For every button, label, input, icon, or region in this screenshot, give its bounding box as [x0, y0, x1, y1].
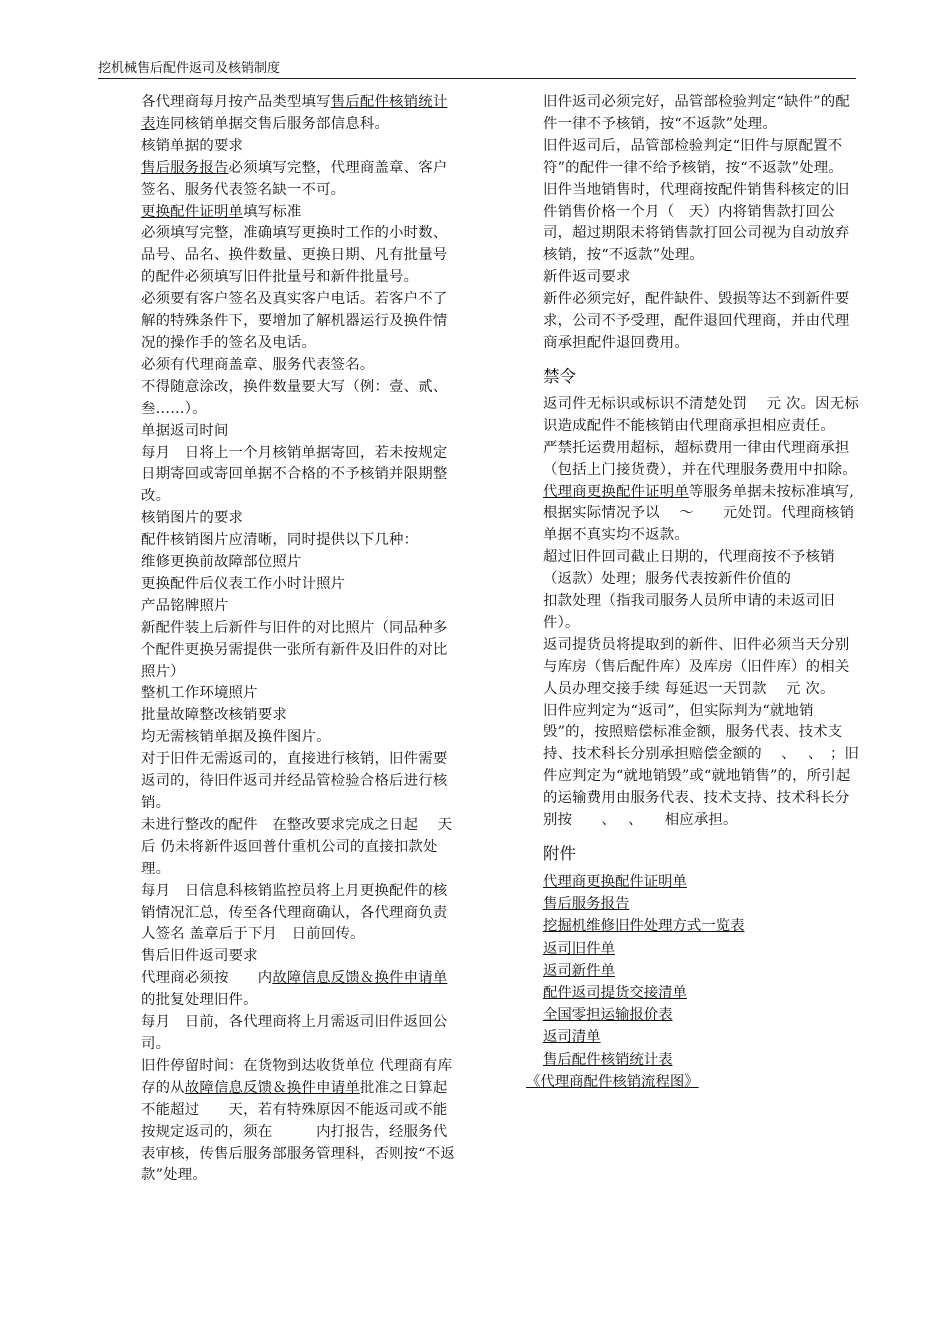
attachment-item: 返司新件单: [543, 962, 615, 979]
paragraph-text: 必须有代理商盖章、服务代表签名。: [141, 356, 375, 373]
page-header: [98, 60, 856, 79]
attachment-item: 代理商更换配件证明单: [543, 874, 687, 890]
left-column-paragraph: [141, 618, 461, 684]
paragraph-text: 维修更换前故障部位照片: [141, 554, 302, 571]
right-column-paragraph: [543, 136, 861, 180]
paragraph-text: 代理商必须按 内: [141, 970, 273, 987]
left-column-paragraph: [141, 158, 461, 202]
paragraph-text: 各代理商每月按产品类型填写: [141, 94, 331, 110]
attachment-item: 售后配件核销统计表: [543, 1051, 673, 1068]
right-column-paragraph: [543, 289, 861, 355]
prohibition-heading: 禁令: [543, 366, 576, 386]
attachment-item: 《代理商配件核销流程图》: [526, 1073, 699, 1090]
right-column-body: [543, 92, 861, 355]
left-column-paragraph: [141, 443, 461, 509]
left-column-paragraph: [141, 289, 461, 355]
paragraph-text: 均无需核销单据及换件图片。: [141, 729, 331, 746]
left-column-paragraph: [141, 1056, 461, 1187]
left-column-paragraph: [141, 530, 461, 552]
left-column-paragraph: [141, 683, 461, 705]
prohibition-paragraph: [543, 482, 861, 548]
right-column-paragraph: [543, 92, 861, 136]
paragraph-text: 不得随意涂改，换件数量要大写（例：壹、贰、叁……）。: [141, 378, 448, 417]
left-column-paragraph: [141, 136, 461, 158]
left-column-paragraph: [141, 574, 461, 596]
paragraph-text: 旧件返司必须完好，品管部检验判定“缺件”的配件一律不予核销，按“不返款”处理。: [543, 94, 850, 132]
prohibition-paragraph: [543, 394, 861, 438]
paragraph-text: 填写标准: [243, 203, 302, 220]
paragraph-text: 的批复处理旧件。: [141, 992, 258, 1009]
left-column-paragraph: [141, 202, 461, 224]
left-column-paragraph: [141, 355, 461, 377]
attachment-item: 配件返司提货交接清单: [543, 985, 687, 1002]
left-column-paragraph: [141, 508, 461, 530]
left-column-paragraph: [141, 223, 461, 289]
paragraph-text: 等服务单据未按标准填写,根据实际情况予以 ～ 元处罚。代理商核销单据不真实均不返款。: [543, 483, 855, 544]
paragraph-text: 核销单据的要求: [141, 137, 244, 154]
left-column-paragraph: [141, 705, 461, 727]
paragraph-text: 旧件停留时间：在货物到达收货单位 代理商有库存的从: [141, 1057, 453, 1096]
paragraph-text: 旧件当地销售时，代理商按配件销售科核定的旧件销售价格一个月（ 天）内将销售款打回公司，超过期限未将销售款打回公司视为自动放弃核销，按“不返款”处理。: [543, 181, 850, 264]
paragraph-text: 对于旧件无需返司的，直接进行核销，旧件需要返司的，待旧件返司并经品管检验合格后进行核销。: [141, 751, 448, 811]
paragraph-text: 超过旧件回司截止日期的，代理商按不予核销（返款）处理；服务代表按新件价值的: [543, 549, 835, 588]
left-column-paragraph: [141, 749, 461, 815]
left-column-paragraph: [141, 596, 461, 618]
paragraph-text: 必须要有客户签名及真实客户电话。若客户不了解的特殊条件下，要增加了解机器运行及换件情况的操作手的签名及电话。: [141, 291, 448, 351]
paragraph-text: 扣款处理（指我司服务人员所申请的未返司旧件）。: [543, 593, 835, 631]
right-column-paragraph: [543, 180, 861, 268]
paragraph-text: 每月 日信息科核销监控员将上月更换配件的核销情况汇总，传至各代理商确认，各代理商负责人签名 盖章后于下月 日前回传。: [141, 882, 448, 943]
form-reference: 更换配件证明单: [141, 203, 244, 220]
paragraph-text: 核销图片的要求: [141, 510, 244, 527]
paragraph-text: 新配件装上后新件与旧件的对比照片（同品种多个配件更换另需提供一张所有新件及旧件的对比照片）: [141, 619, 448, 680]
paragraph-text: 新件必须完好，配件缺件、毁损等达不到新件要求，公司不予受理，配件退回代理商，并由代理商承担配件退回费用。: [543, 291, 850, 351]
form-reference: 故障信息反馈＆换件申请单: [272, 970, 448, 987]
paragraph-text: 连同核销单据交售后服务部信息科。: [155, 115, 390, 132]
paragraph-text: 严禁托运费用超标，超标费用一律由代理商承担（包括上门接货费），并在代理服务费用中扣除。: [543, 439, 857, 478]
paragraph-text: 每月 日将上一个月核销单据寄回，若未按规定日期寄回或寄回单据不合格的不予核销并限期整改。: [141, 444, 448, 505]
prohibition-paragraph: [543, 591, 861, 635]
left-column: [141, 92, 461, 1187]
paragraph-text: 产品铭牌照片: [141, 597, 229, 614]
attachment-item: 返司清单: [543, 1029, 601, 1046]
paragraph-text: 返司件无标识或标识不清楚处罚 元 次。因无标识造成配件不能核销由代理商承担相应责任。: [543, 395, 859, 434]
paragraph-text: 旧件应判定为“返司”，但实际判为“就地销毁”的，按照赔偿标准金额，服务代表、技术支持、技术科长分别承担赔偿金额的 、 、 ；旧件应判定为“就地销毁”或“就地销售”的，所引起的运输费用由服务代表、技术支持、技术科长分别按 、 、 相应承担。: [543, 702, 860, 829]
left-column-paragraph: [141, 92, 461, 136]
paragraph-text: 必须填写完整，代理商盖章、客户签名、服务代表签名缺一不可。: [141, 159, 448, 198]
prohibition-paragraph: [543, 701, 861, 832]
left-column-paragraph: [141, 1012, 461, 1056]
paragraph-text: 更换配件后仪表工作小时计照片: [141, 575, 346, 592]
paragraph-text: 旧件返司后，品管部检验判定“旧件与原配置不符”的配件一律不给予核销，按“不返款”处理。: [543, 137, 843, 176]
attachment-item: 售后服务报告: [543, 896, 630, 913]
right-column-paragraph: [543, 267, 861, 289]
form-reference: 售后服务报告: [141, 159, 229, 176]
left-column-paragraph: [141, 552, 461, 574]
attachment-list: [526, 871, 861, 1093]
paragraph-text: 配件核销图片应清晰，同时提供以下几种：: [141, 532, 419, 549]
paragraph-text: 批准之日算起不能超过 天，若有特殊原因不能返司或不能按规定返司的，须在 内打报告，经服务代表审核，传售后服务部服务管理科，否则按“不返款”处理。: [141, 1079, 455, 1184]
attachment-item: 挖掘机维修旧件处理方式一览表: [543, 918, 745, 935]
left-column-paragraph: [141, 815, 461, 881]
paragraph-text: 整机工作环境照片: [141, 685, 258, 702]
prohibition-paragraph: [543, 635, 861, 701]
paragraph-text: 返司提货员将提取到的新件、旧件必须当天分别与库房（售后配件库）及库房（旧件库）的相关人员办理交接手续 每延迟一天罚款 元 次。: [543, 636, 850, 697]
paragraph-text: 单据返司时间: [141, 422, 229, 439]
attachment-item: 返司旧件单: [543, 940, 615, 957]
left-column-paragraph: [141, 881, 461, 947]
left-column-paragraph: [141, 421, 461, 443]
left-column-paragraph: [141, 968, 461, 1012]
prohibition-section: [543, 394, 861, 832]
header-title: 挖机械售后配件返司及核销制度: [98, 61, 281, 76]
form-reference: 故障信息反馈＆换件申请单: [184, 1079, 360, 1096]
paragraph-text: 每月 日前，各代理商将上月需返司旧件返回公司。: [141, 1014, 448, 1052]
attachments-heading: 附件: [543, 844, 576, 863]
paragraph-text: 必须填写完整，准确填写更换时工作的小时数、品号、品名、换件数量、更换日期、凡有批量号的配件必须填写旧件批量号和新件批量号。: [141, 225, 448, 286]
paragraph-text: 新件返司要求: [543, 269, 631, 286]
prohibition-paragraph: [543, 438, 861, 482]
paragraph-text: 批量故障整改核销要求: [141, 707, 287, 724]
form-reference: 代理商更换配件证明单: [543, 483, 689, 500]
paragraph-text: 售后旧件返司要求: [141, 948, 258, 965]
paragraph-text: 未进行整改的配件 在整改要求完成之日起 天后 仍未将新件返回普什重机公司的直接扣款处理。: [141, 816, 453, 877]
right-column: [526, 92, 861, 1093]
left-column-paragraph: [141, 377, 461, 421]
left-column-paragraph: [141, 727, 461, 749]
left-column-paragraph: [141, 946, 461, 968]
form-reference: 售后配件核销统计表: [141, 94, 448, 132]
attachment-item: 全国零担运输报价表: [543, 1007, 673, 1024]
prohibition-paragraph: [543, 547, 861, 591]
